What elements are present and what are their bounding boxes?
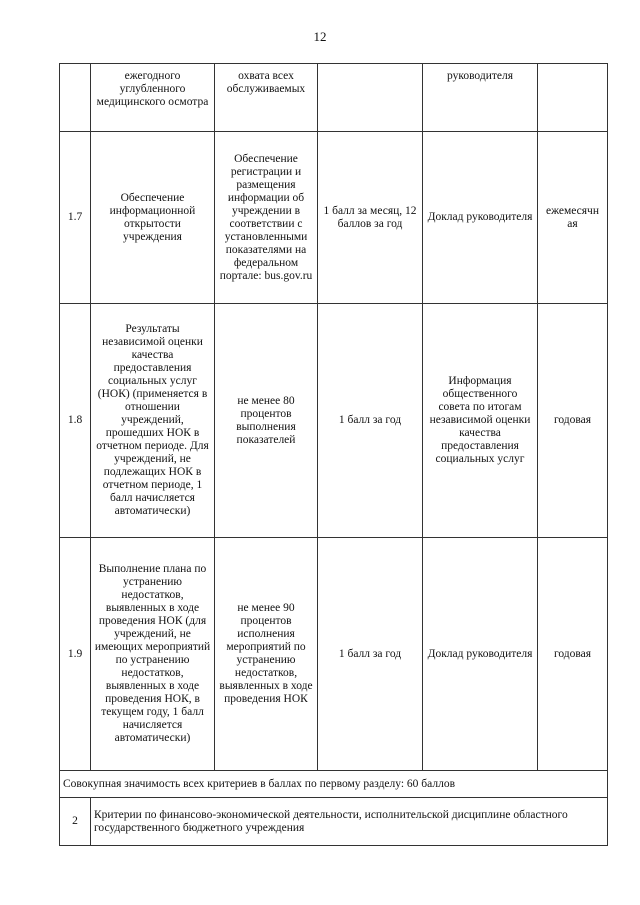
table-row bbox=[60, 132, 608, 304]
criterion-cell: Результаты независимой оценки качества предоставления социальных услуг (НОК) (применяется в отношении учреждений, прошедших НОК в отчетном периоде. Для учреждений, не подлежащих НОК в отчетном периоде, 1 балл начисляется автоматически) bbox=[91, 304, 215, 538]
source-cell: Информация общественного совета по итогам независимой оценки качества предоставления социальных услуг bbox=[423, 304, 538, 538]
table-row bbox=[60, 64, 608, 132]
indicator-cell: Обеспечение регистрации и размещения информации об учреждении в соответствии с установленными показателями на федеральном портале: bus.gov.ru bbox=[215, 132, 318, 304]
points-cell: 1 балл за месяц, 12 баллов за год bbox=[318, 132, 423, 304]
indicator-cell: не менее 80 процентов выполнения показателей bbox=[215, 304, 318, 538]
source-cell: руководителя bbox=[423, 64, 538, 132]
row-number: 1.8 bbox=[60, 304, 91, 538]
table-row bbox=[60, 304, 608, 538]
period-cell: годовая bbox=[538, 538, 608, 771]
period-cell bbox=[538, 64, 608, 132]
period-cell: годовая bbox=[538, 304, 608, 538]
points-cell bbox=[318, 64, 423, 132]
criterion-cell: Обеспечение информационной открытости учреждения bbox=[91, 132, 215, 304]
source-cell: Доклад руководителя bbox=[423, 132, 538, 304]
criterion-cell: ежегодного углубленного медицинского осмотра bbox=[91, 64, 215, 132]
points-cell: 1 балл за год bbox=[318, 538, 423, 771]
section-title: Критерии по финансово-экономической деятельности, исполнительской дисциплине областного государственного бюджетного учреждения bbox=[91, 798, 608, 846]
row-number: 1.9 bbox=[60, 538, 91, 771]
period-cell: ежемесячн ая bbox=[538, 132, 608, 304]
section-number: 2 bbox=[60, 798, 91, 846]
summary-text: Совокупная значимость всех критериев в баллах по первому разделу: 60 баллов bbox=[60, 771, 608, 798]
section-row bbox=[60, 798, 608, 846]
summary-row bbox=[60, 771, 608, 798]
criteria-table bbox=[59, 63, 608, 846]
source-cell: Доклад руководителя bbox=[423, 538, 538, 771]
page-number: 12 bbox=[313, 29, 327, 44]
row-number: 1.7 bbox=[60, 132, 91, 304]
row-number bbox=[60, 64, 91, 132]
points-cell: 1 балл за год bbox=[318, 304, 423, 538]
indicator-cell: охвата всех обслуживаемых bbox=[215, 64, 318, 132]
criterion-cell: Выполнение плана по устранению недостатков, выявленных в ходе проведения НОК (для учреждений, не имеющих мероприятий по устранению недостатков, выявленных в ходе проведения НОК, в текущем году, 1 балл начисляется автоматически) bbox=[91, 538, 215, 771]
indicator-cell: не менее 90 процентов исполнения мероприятий по устранению недостатков, выявленных в ходе проведения НОК bbox=[215, 538, 318, 771]
table-row bbox=[60, 538, 608, 771]
